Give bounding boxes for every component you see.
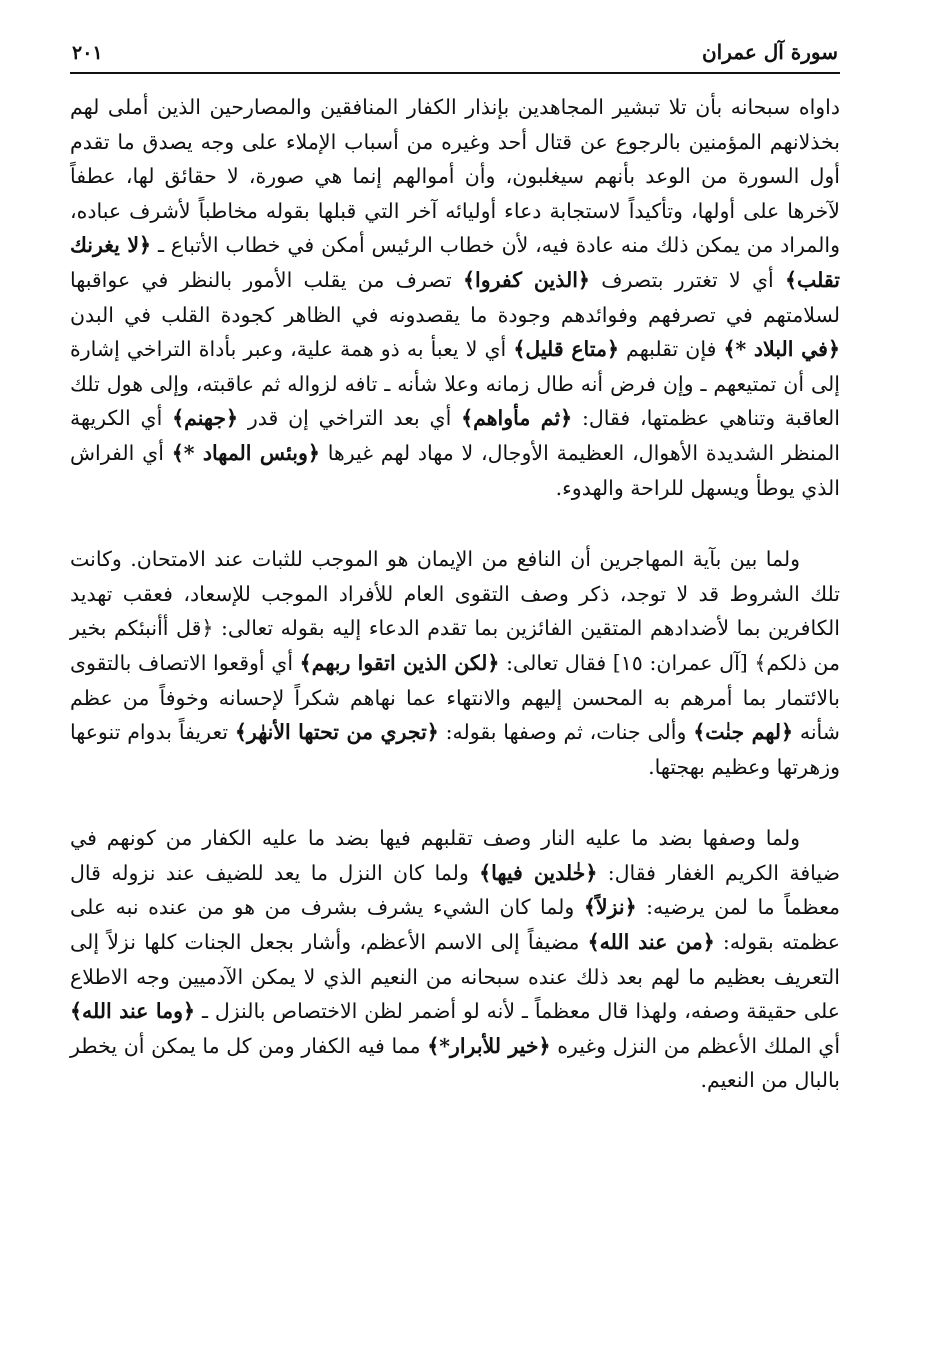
paragraph-3 bbox=[70, 821, 840, 1098]
quranic-quote: ﴿جهنم﴾ bbox=[172, 406, 239, 431]
book-page bbox=[70, 40, 840, 1098]
text-segment: ولما وصفها بضد ما عليه النار وصف تقلبهم فيها بضد ما عليه الكفار من كونهم في ضيافة الكريم الغفار فقال: bbox=[70, 826, 840, 885]
body-text bbox=[70, 90, 840, 1098]
running-header bbox=[70, 40, 840, 74]
quranic-quote: ﴿خير للأبرار*﴾ bbox=[427, 1033, 551, 1058]
text-segment: ولما بين بآية المهاجرين أن النافع من الإيمان هو الموجب للثبات عند الامتحان. وكانت تلك الشروط قد لا توجد، ذكر وصف التقوى العام للأفراد الموجب للإسعاد، فعقب تهديد الكافرين بما لأضدادهم المتقين الفائزين بما تقدم الدعاء إليه بقوله تعالى: bbox=[70, 547, 840, 641]
text-segment: مما فيه الكفار ومن كل ما يمكن أن يخطر بالبال من النعيم. bbox=[70, 1033, 840, 1093]
quranic-quote: ﴿وما عند الله﴾ bbox=[70, 999, 196, 1024]
text-segment: أي أوقعوا الاتصاف بالتقوى بالائتمار بما أمرهم به المحسن إليهم والانتهاء عما نهاهم شكراً لإحسانه وخوفاً من عظم شأنه bbox=[70, 650, 840, 745]
text-segment: فإن تقلبهم bbox=[618, 337, 724, 362]
text-segment: داواه سبحانه بأن تلا تبشير المجاهدين بإنذار الكفار المنافقين والمصارحين الذين أملى لهم بخذلانهم المؤمنين بالرجوع عن قتال أحد وغيره من أسباب الإملاء على وجه يصدق ما تقدم أول السورة من الوعد بأنهم سيغلبون، وأن أموالهم إنما هي صورة، لا حقائق لها، عطفاً لآخرها على أولها، وتأكيداً لاستجابة دعاء أوليائه آخر التي قبلها بقوله مخاطباً لأشرف عباده، والمراد من يمكن ذلك منه عادة فيه، لأن خطاب الرئيس أمكن في خطاب الأتباع ـ bbox=[70, 95, 840, 258]
quranic-quote: ﴿لا يغرنك تقلب﴾ bbox=[70, 233, 840, 292]
text-segment: أي الكريهة المنظر الشديدة الأهوال، العظيمة الأوجال، لا مهاد لهم غيرها bbox=[70, 406, 840, 465]
text-segment: مضيفاً إلى الاسم الأعظم، وأشار بجعل الجنات كلها نزلاً إلى التعريف بعظيم ما لهم بعد ذلك عنده سبحانه من النعيم الذي لا يمكن الآدميين وجه الاطلاع على حقيقة وصفه، ولهذا قال معظماً ـ لأنه لو أضمر لظن الاختصاص بالنزل ـ bbox=[70, 930, 840, 1024]
paragraph-2 bbox=[70, 542, 840, 784]
quranic-quote: ﴿ثم مأواهم﴾ bbox=[461, 406, 573, 431]
page-number: ٢٠١ bbox=[72, 42, 103, 64]
quranic-quote: ﴿لهم جنٰت﴾ bbox=[693, 720, 794, 745]
quranic-quote: ﴿وبئس المهاد *﴾ bbox=[171, 440, 320, 465]
quranic-quote: ﴿تجري من تحتها الأنهٰر﴾ bbox=[234, 720, 439, 745]
surah-title: سورة آل عمران bbox=[701, 40, 838, 64]
text-segment: أي لا يعبأ به ذو همة علية، وعبر بأداة التراخي إشارة إلى أن تمتيعهم ـ وإن فرض أنه طال زمانه وعلا شأنه ـ تافه لزواله ثم عاقبته، وإلى هول تلك العاقبة وتناهي عظمتها، فقال: bbox=[70, 337, 840, 431]
quranic-quote: ﴿لكن الذين اتقوا ربهم﴾ bbox=[299, 650, 500, 675]
text-segment: ولما كان النزل ما يعد للضيف عند نزوله قال معظماً ما لمن يرضيه: bbox=[70, 860, 840, 920]
quranic-quote: ﴿متاع قليل﴾ bbox=[513, 337, 619, 362]
text-segment: وألى جنات، ثم وصفها بقوله: bbox=[438, 720, 694, 745]
text-segment: أي الفراش الذي يوطأ ويسهل للراحة والهدوء. bbox=[70, 440, 840, 500]
text-segment: تعريفاً بدوام تنوعها وزهرتها وعظيم بهجتها. bbox=[70, 720, 840, 779]
text-segment: أي الملك الأعظم من النزل وغيره bbox=[550, 1033, 841, 1058]
quranic-quote: ﴿في البلاد *﴾ bbox=[723, 337, 840, 362]
quranic-quote: ﴿خٰلدين فيها﴾ bbox=[479, 860, 598, 885]
quranic-quote: ﴿من عند الله﴾ bbox=[587, 930, 715, 955]
text-segment: أي لا تغترر بتصرف bbox=[589, 267, 785, 292]
text-segment: ﴿قل أأنبئكم بخير من ذلكم﴾ [آل عمران: ١٥] bbox=[70, 616, 840, 675]
quranic-quote: ﴿نزلاً﴾ bbox=[583, 895, 637, 920]
text-segment: ولما كان الشيء يشرف بشرف من هو من عنده نبه على عظمته بقوله: bbox=[70, 895, 841, 955]
text-segment: أي بعد التراخي إن قدر bbox=[238, 406, 462, 431]
text-segment: فقال تعالى: bbox=[499, 650, 613, 675]
quranic-quote: ﴿الذين كفروا﴾ bbox=[462, 267, 590, 292]
text-segment: تصرف من يقلب الأمور بالنظر في عواقبها لسلامتهم في تصرفهم وفوائدهم وجودة ما يقصدونه في الظاهر كجودة القلب في البدن bbox=[70, 267, 840, 327]
paragraph-1 bbox=[70, 90, 840, 505]
